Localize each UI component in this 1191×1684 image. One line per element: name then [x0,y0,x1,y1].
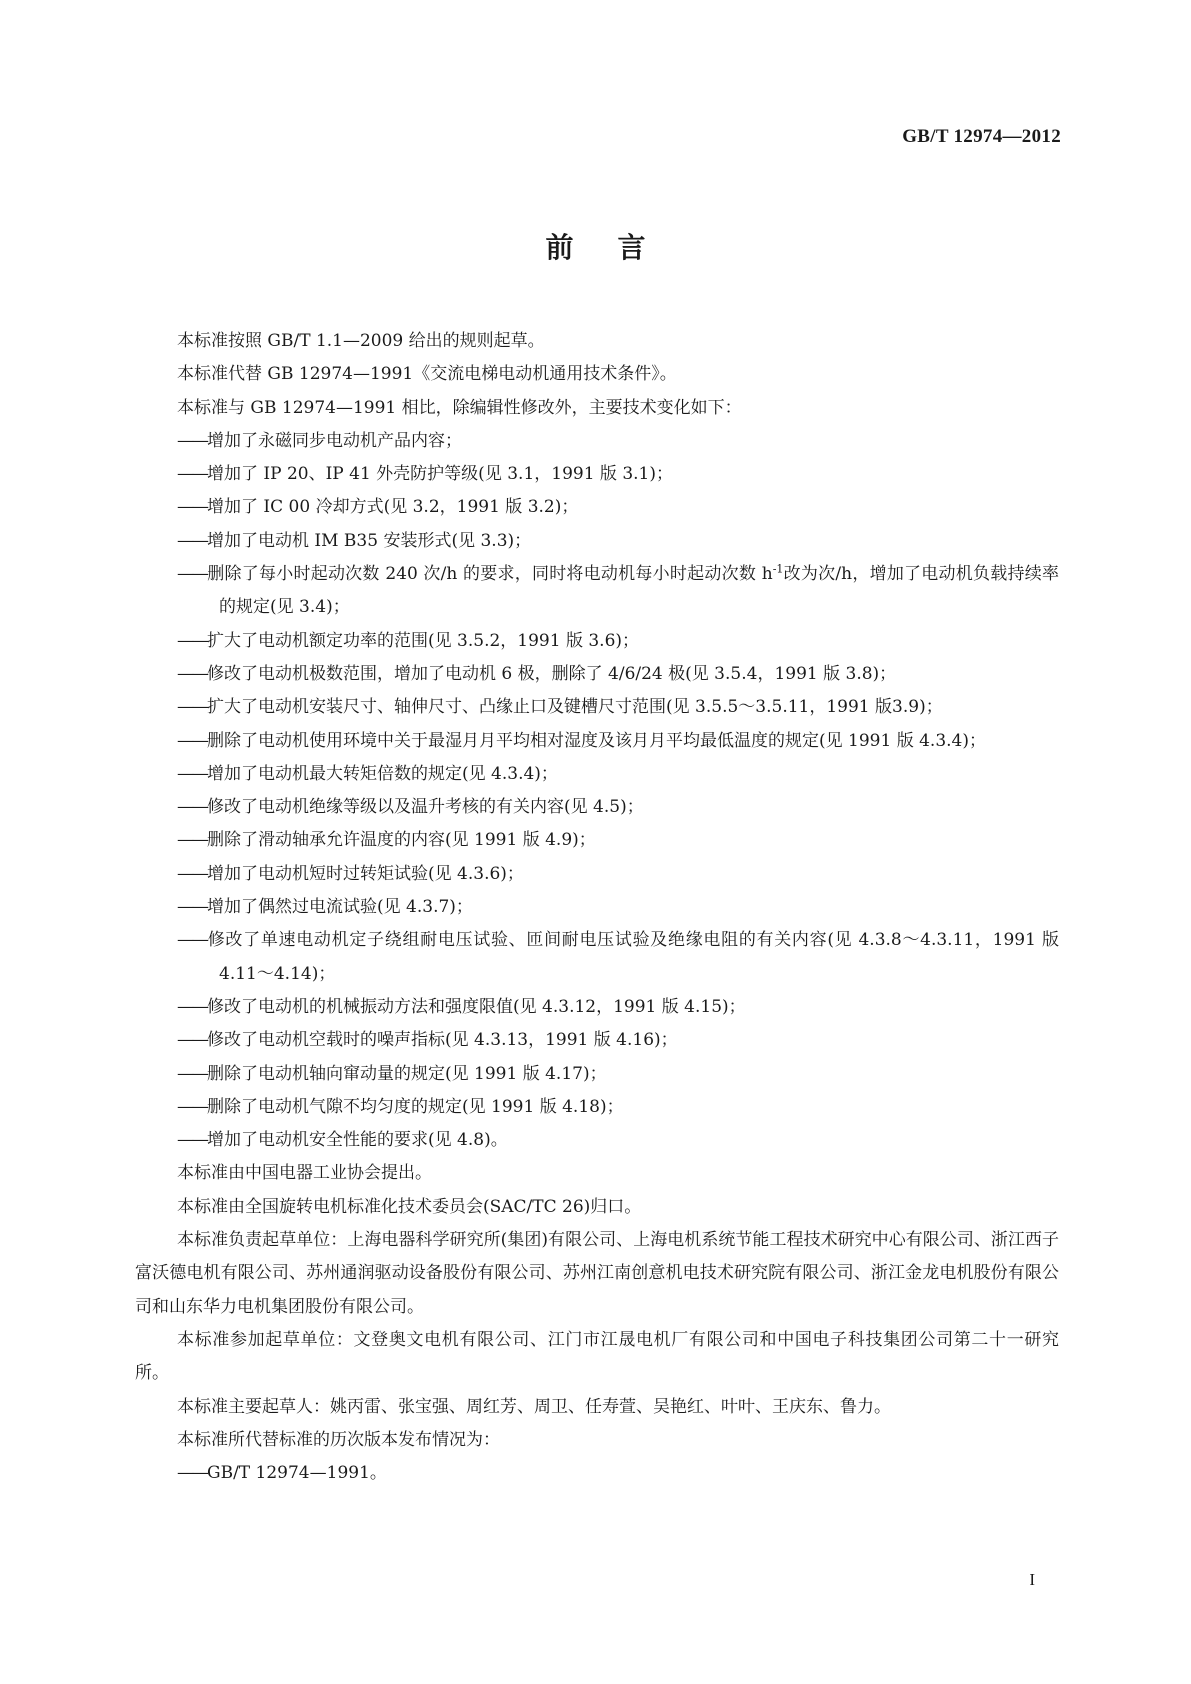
document-body [135,325,1060,1490]
history-list-item [177,1457,1059,1490]
change-text: 删除了滑动轴承允许温度的内容(见 1991 版 4.9)； [207,830,596,851]
dash-marker: —— [177,630,207,651]
dash-marker: —— [177,1130,207,1151]
history-intro-paragraph: 本标准所代替标准的历次版本发布情况为： [177,1429,500,1450]
dash-marker: —— [177,530,207,551]
change-text: 增加了 IP 20、IP 41 外壳防护等级(见 3.1，1991 版 3.1)； [207,464,673,485]
intro-paragraph: 本标准代替 GB 12974—1991《交流电梯电动机通用技术条件》。 [177,364,677,385]
change-text: 修改了电动机绝缘等级以及温升考核的有关内容(见 4.5)； [207,797,644,818]
drafting-units-paragraph: 本标准负责起草单位：上海电器科学研究所(集团)有限公司、上海电机系统节能工程技术研究中心有限公司、浙江西子富沃德电机有限公司、苏州通润驱动设备股份有限公司、苏州江南创意机电技术研究院有限公司、浙江金龙电机股份有限公司和山东华力电机集团股份有限公司。 [135,1230,1059,1317]
change-text: 删除了电动机使用环境中关于最湿月月平均相对湿度及该月月平均最低温度的规定(见 1991 版 4.3.4)； [207,730,986,751]
history-text: GB/T 12974—1991。 [207,1463,387,1484]
change-list-item [177,458,1059,491]
change-text: 扩大了电动机额定功率的范围(见 3.5.2，1991 版 3.6)； [207,630,640,651]
dash-marker: —— [177,697,207,718]
change-list-item [177,525,1059,558]
page-number: I [1029,1570,1035,1589]
dash-marker: —— [177,730,207,751]
change-text: 增加了电动机 IM B35 安装形式(见 3.3)； [207,530,532,551]
change-text: 改为次/h，增加了电动机负载持续率的规定(见 3.4)； [219,564,1060,618]
change-list-item [177,725,1059,758]
change-list-item [177,924,1059,991]
change-list-item [177,425,1059,458]
change-text: 增加了永磁同步电动机产品内容； [207,430,462,451]
change-list-item [177,1091,1059,1124]
standard-code: GB/T 12974—2012 [902,126,1061,147]
page-title: 前言 [545,231,690,264]
change-text: 删除了电动机气隙不均匀度的规定(见 1991 版 4.18)； [207,1096,624,1117]
dash-marker: —— [177,497,207,518]
change-list-item [177,625,1059,658]
proposer-paragraph: 本标准由中国电器工业协会提出。 [177,1163,432,1184]
change-list-item [177,991,1059,1024]
dash-marker: —— [177,830,207,851]
change-list-item [177,891,1059,924]
dash-marker: —— [177,430,207,451]
dash-marker: —— [177,797,207,818]
change-text: 增加了电动机最大转矩倍数的规定(见 4.3.4)； [207,763,558,784]
dash-marker: —— [177,663,207,684]
dash-marker: —— [177,1096,207,1117]
change-list-item [177,1124,1059,1157]
change-text: 删除了电动机轴向窜动量的规定(见 1991 版 4.17)； [207,1063,607,1084]
change-list-item [177,1058,1059,1091]
change-text: 增加了电动机安全性能的要求(见 4.8)。 [207,1130,508,1151]
dash-marker: —— [177,1030,207,1051]
change-list-item [177,491,1059,524]
change-list-item [177,858,1059,891]
change-list-item [177,658,1059,691]
change-text: 修改了电动机的机械振动方法和强度限值(见 4.3.12，1991 版 4.15)； [207,996,746,1017]
dash-marker: —— [177,996,207,1017]
change-list-item [177,758,1059,791]
drafters-paragraph: 本标准主要起草人：姚丙雷、张宝强、周红芳、周卫、任寿萱、吴艳红、叶叶、王庆东、鲁力。 [177,1396,891,1417]
dash-marker: —— [177,1063,207,1084]
centralized-paragraph: 本标准由全国旋转电机标准化技术委员会(SAC/TC 26)归口。 [177,1196,642,1217]
intro-paragraph: 本标准按照 GB/T 1.1—2009 给出的规则起草。 [177,331,545,351]
dash-marker: —— [177,763,207,784]
change-text: 增加了电动机短时过转矩试验(见 4.3.6)； [207,863,524,884]
change-text: 增加了偶然过电流试验(见 4.3.7)； [207,897,473,918]
change-text: 修改了电动机极数范围，增加了电动机 6 极，删除了 4/6/24 极(见 3.5.4，1991 版 3.8)； [207,663,897,684]
superscript: -1 [772,562,784,576]
change-text: 扩大了电动机安装尺寸、轴伸尺寸、凸缘止口及键槽尺寸范围(见 3.5.5～3.5.11，1991 版3.9)； [207,697,943,718]
dash-marker: —— [177,464,207,485]
change-text: 修改了电动机空载时的噪声指标(见 4.3.13，1991 版 4.16)； [207,1030,678,1051]
change-text: 修改了单速电动机定子绕组耐电压试验、匝间耐电压试验及绝缘电阻的有关内容(见 4.3.8～4.3.11，1991 版 4.11～4.14)； [207,930,1059,984]
change-list-item [177,824,1059,857]
change-text: 增加了 IC 00 冷却方式(见 3.2，1991 版 3.2)； [207,497,579,518]
intro-paragraph: 本标准与 GB 12974—1991 相比，除编辑性修改外，主要技术变化如下： [177,397,742,418]
change-list-item [177,791,1059,824]
dash-marker: —— [177,1463,207,1484]
dash-marker: —— [177,897,207,918]
dash-marker: —— [177,564,207,585]
participating-units-paragraph: 本标准参加起草单位：文登奥文电机有限公司、江门市江晟电机厂有限公司和中国电子科技集团公司第二十一研究所。 [135,1329,1059,1384]
dash-marker: —— [177,930,207,951]
change-list-item [177,691,1059,724]
change-list-item [177,558,1059,625]
change-text: 删除了每小时起动次数 240 次/h 的要求，同时将电动机每小时起动次数 h [207,564,773,585]
dash-marker: —— [177,863,207,884]
change-list-item [177,1024,1059,1057]
